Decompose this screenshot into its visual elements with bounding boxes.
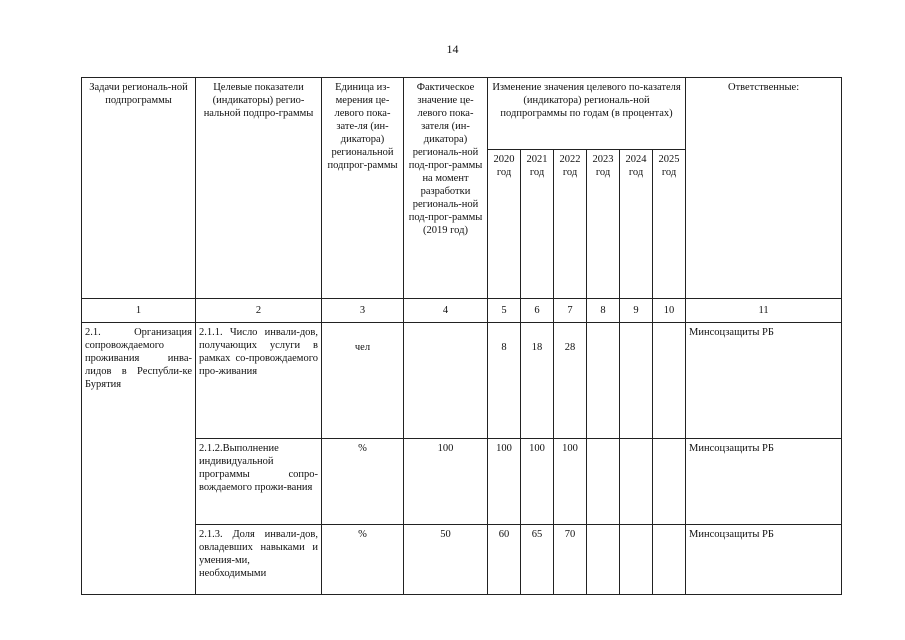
- value-cell: [587, 525, 620, 595]
- header-change-group: Изменение значения целевого по-казателя (индикатора) региональ-ной подпрограммы по годам (в процентах): [488, 78, 686, 150]
- indicator-cell: 2.1.1. Число инвали-дов, получающих услуги в рамках со-провождаемого про-живания: [196, 323, 322, 439]
- value-cell: 8: [488, 323, 521, 439]
- value-cell: [653, 439, 686, 525]
- header-fact-value: Фактическое значение це-левого пока-зателя (ин-дикатора) региональ-ной под-прог-раммы на момент разработки региональ-ной под-прог-раммы (2019 год): [404, 78, 488, 299]
- column-number: 11: [686, 299, 842, 323]
- column-number: 10: [653, 299, 686, 323]
- value-cell: [620, 525, 653, 595]
- value-cell: 28: [554, 323, 587, 439]
- fact-cell: [404, 323, 488, 439]
- value-cell: [587, 323, 620, 439]
- value-cell: [620, 323, 653, 439]
- fact-cell: 50: [404, 525, 488, 595]
- column-number: 9: [620, 299, 653, 323]
- column-number: 1: [82, 299, 196, 323]
- value-cell: 18: [521, 323, 554, 439]
- column-number-row: [82, 299, 842, 323]
- fact-cell: 100: [404, 439, 488, 525]
- header-responsible: Ответственные:: [686, 78, 842, 299]
- page-number: 14: [446, 42, 459, 56]
- unit-cell: %: [322, 525, 404, 595]
- header-year: 2020 год: [488, 150, 521, 299]
- task-cell: 2.1. Организация сопровождаемого проживания инва-лидов в Республи-ке Бурятия: [82, 323, 196, 595]
- value-cell: 70: [554, 525, 587, 595]
- responsible-cell: Минсоцзащиты РБ: [686, 525, 842, 595]
- table-row: [82, 323, 842, 439]
- responsible-cell: Минсоцзащиты РБ: [686, 439, 842, 525]
- column-number: 6: [521, 299, 554, 323]
- value-cell: 100: [488, 439, 521, 525]
- value-cell: 100: [521, 439, 554, 525]
- unit-cell: чел: [322, 323, 404, 439]
- unit-cell: %: [322, 439, 404, 525]
- header-row: [82, 78, 842, 150]
- header-year: 2025 год: [653, 150, 686, 299]
- header-year: 2021 год: [521, 150, 554, 299]
- header-year: 2023 год: [587, 150, 620, 299]
- table-row: [82, 525, 842, 595]
- header-year: 2022 год: [554, 150, 587, 299]
- header-tasks: Задачи региональ-ной подпрограммы: [82, 78, 196, 299]
- value-cell: [653, 525, 686, 595]
- value-cell: 65: [521, 525, 554, 595]
- column-number: 8: [587, 299, 620, 323]
- header-unit: Единица из-мерения це-левого пока-зате-ля (ин-дикатора) региональной подпрог-раммы: [322, 78, 404, 299]
- column-number: 7: [554, 299, 587, 323]
- column-number: 3: [322, 299, 404, 323]
- indicator-cell: 2.1.3. Доля инвали-дов, овладевших навыками и умения-ми, необходимыми: [196, 525, 322, 595]
- value-cell: 100: [554, 439, 587, 525]
- indicator-cell: 2.1.2.Выполнение индивидуальной программы сопро-вождаемого прожи-вания: [196, 439, 322, 525]
- header-indicators: Целевые показатели (индикаторы) регио-нальной подпро-граммы: [196, 78, 322, 299]
- value-cell: [653, 323, 686, 439]
- table-row: [82, 439, 842, 525]
- column-number: 5: [488, 299, 521, 323]
- indicators-table: [81, 77, 842, 595]
- value-cell: 60: [488, 525, 521, 595]
- column-number: 4: [404, 299, 488, 323]
- value-cell: [620, 439, 653, 525]
- column-number: 2: [196, 299, 322, 323]
- header-year: 2024 год: [620, 150, 653, 299]
- responsible-cell: Минсоцзащиты РБ: [686, 323, 842, 439]
- value-cell: [587, 439, 620, 525]
